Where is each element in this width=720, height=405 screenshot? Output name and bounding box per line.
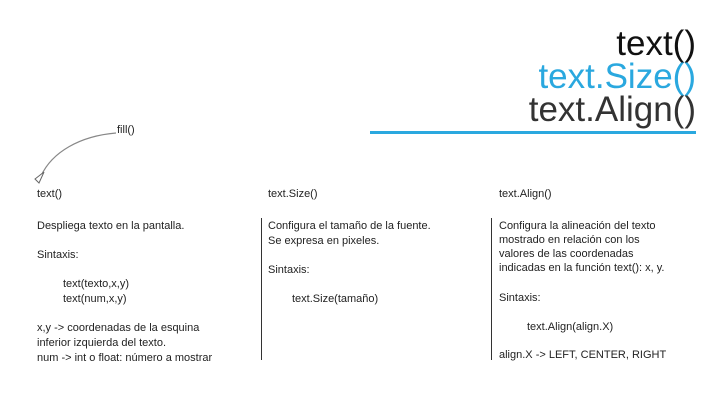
title-text: text() [616, 24, 696, 63]
column-textalign-note: align.X -> LEFT, CENTER, RIGHT [499, 349, 667, 361]
column-textsize-description: Se expresa en pixeles. [268, 235, 380, 247]
column-divider [491, 218, 492, 360]
column-textalign-description: valores de las coordenadas [499, 248, 634, 260]
column-text-description: Despliega texto en la pantalla. [37, 220, 185, 232]
column-text-syntax-label: Sintaxis: [37, 249, 79, 261]
column-text-heading: text() [37, 188, 63, 200]
column-textalign-heading: text.Align() [499, 188, 552, 200]
column-text-syntax-line: text(num,x,y) [63, 293, 127, 305]
column-text-note: x,y -> coordenadas de la esquina [37, 322, 200, 334]
column-textsize-syntax-label: Sintaxis: [268, 264, 310, 276]
column-text-note: num -> int o float: número a mostrar [37, 352, 213, 364]
curved-arrow-icon [0, 0, 160, 190]
fill-annotation-label: fill() [117, 124, 135, 136]
column-text-note: inferior izquierda del texto. [37, 337, 167, 349]
column-textsize-syntax-line: text.Size(tamaño) [292, 293, 379, 305]
title-textsize: text.Size() [538, 56, 696, 96]
column-textalign-syntax-line: text.Align(align.X) [527, 321, 614, 333]
column-textsize-heading: text.Size() [268, 188, 318, 200]
title-textalign: text.Align() [528, 89, 696, 129]
column-text-syntax-line: text(texto,x,y) [63, 278, 130, 290]
column-textsize-description: Configura el tamaño de la fuente. [268, 220, 431, 232]
title-underline [370, 131, 696, 134]
column-textalign-description: Configura la alineación del texto [499, 220, 656, 232]
column-textalign-description: indicadas en la función text(): x, y. [499, 262, 665, 274]
column-textalign-syntax-label: Sintaxis: [499, 292, 541, 304]
slide-title [528, 24, 696, 129]
column-textalign-description: mostrado en relación con los [499, 234, 640, 246]
column-divider [261, 218, 262, 360]
